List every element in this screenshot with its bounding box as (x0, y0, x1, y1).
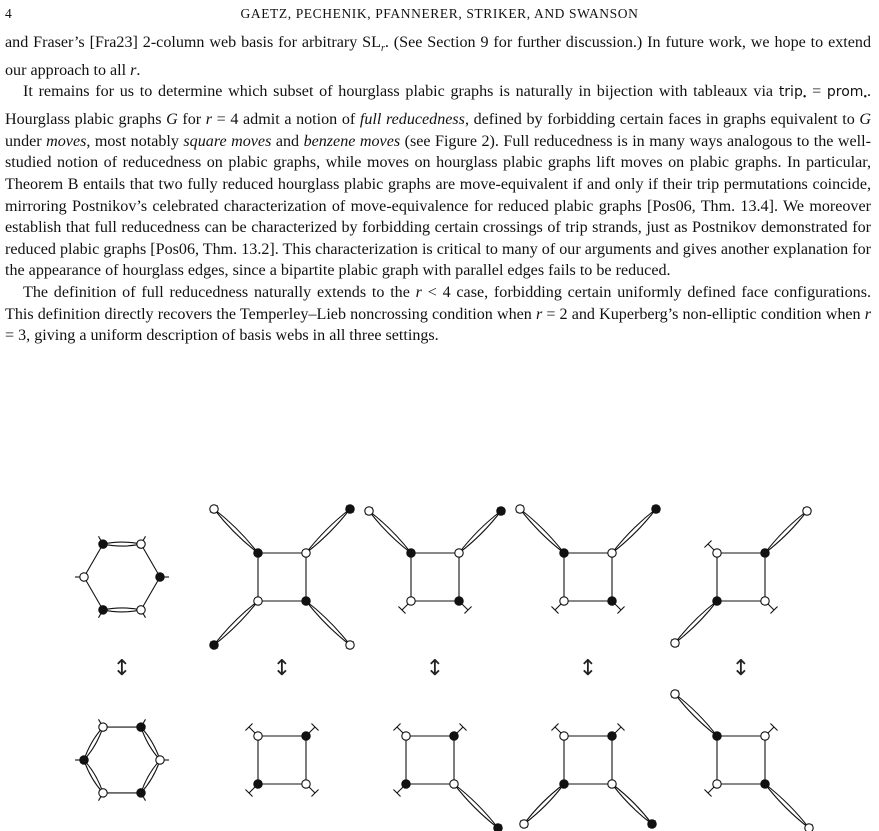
black-vertex (761, 549, 769, 557)
white-vertex (254, 597, 262, 605)
text-run: = (806, 83, 827, 101)
text-run: . (136, 61, 141, 79)
white-vertex (671, 639, 679, 647)
text-run: for (177, 111, 206, 129)
white-vertex (608, 780, 616, 788)
white-vertex (516, 505, 524, 513)
hourglass-edge (306, 601, 350, 645)
hourglass-edge (141, 727, 160, 760)
text-run: r (130, 61, 137, 79)
black-vertex (713, 732, 721, 740)
white-vertex (402, 732, 410, 740)
text-run: (see Figure 2). Full reducedness is in many ways analogous to the well-studied notion of reducedness on plabic graphs, while moves on hourglass plabic graphs lift moves on plabic graphs. In particular, Theorem B entails that two fully reduced hourglass plabic graphs are move-equivalent if and only if their trip permutations coincide, mirroring Postnikov’s celebrated characterization of move-equivalence for reduced plabic graphs [Pos06, Thm. 13.4]. We moreover establish that full reducedness can be characterized by forbidding certain crossings of trip strands, just as Postnikov demonstrated for reduced plabic graphs [Pos06, Thm. 13.2]. This characterization is critical to many of our arguments and gives another explanation for the appearance of hourglass edges, since a bipartite plabic graph with parallel edges fails to be reduced. (5, 132, 871, 280)
white-vertex (805, 824, 813, 831)
white-vertex (407, 597, 415, 605)
text-run: The definition of full reducedness naturally extends to the (23, 283, 416, 301)
white-vertex (137, 540, 145, 548)
black-vertex (407, 549, 415, 557)
black-vertex (450, 732, 458, 740)
white-vertex (80, 573, 88, 581)
hourglass-edge (454, 784, 498, 828)
text-run: prom (826, 84, 864, 101)
black-vertex (137, 723, 145, 731)
hourglass-edge (306, 509, 350, 553)
white-vertex (302, 549, 310, 557)
edge (84, 544, 103, 577)
running-head: GAETZ, PECHENIK, PFANNERER, STRIKER, AND SWANSON (240, 6, 639, 21)
black-vertex (254, 549, 262, 557)
white-vertex (455, 549, 463, 557)
text-run: square moves (183, 132, 272, 150)
hourglass-edge (612, 784, 652, 824)
paragraph-1 (5, 32, 871, 81)
white-vertex (520, 820, 528, 828)
figure-2-moves (60, 485, 820, 831)
text-run: trip (778, 84, 803, 101)
text-run: = 3, giving a uniform description of basis webs in all three settings. (5, 327, 439, 345)
black-vertex (455, 597, 463, 605)
black-vertex (302, 732, 310, 740)
move-arrow-icon: ↕ (578, 656, 598, 681)
white-vertex (254, 732, 262, 740)
page-number: 4 (5, 6, 13, 21)
page-header (5, 6, 874, 26)
hourglass-edge (524, 784, 564, 824)
text-run: , defined by forbidding certain faces in graphs equivalent to (464, 111, 860, 129)
text-run: r (864, 305, 871, 323)
paragraph-3 (5, 282, 871, 347)
hourglass-edge (612, 509, 656, 553)
hourglass-edge (520, 509, 564, 553)
black-vertex (99, 606, 107, 614)
text-run: under (5, 132, 47, 150)
edge (141, 544, 160, 577)
white-vertex (761, 597, 769, 605)
white-vertex (713, 549, 721, 557)
text-run: and Fraser’s [Fra23] 2-column web basis for arbitrary SL (5, 34, 381, 51)
text-run: , most notably (86, 132, 184, 150)
text-run: = 4 admit a notion of (212, 111, 360, 129)
white-vertex (803, 507, 811, 515)
white-vertex (302, 780, 310, 788)
hourglass-edge (141, 760, 160, 793)
edge (141, 577, 160, 610)
hourglass-edge (675, 694, 717, 736)
move-arrow-icon: ↕ (425, 656, 445, 681)
black-vertex (210, 641, 218, 649)
move-arrow-icon: ↕ (272, 656, 292, 681)
black-vertex (648, 820, 656, 828)
black-vertex (560, 780, 568, 788)
move-arrow-icon: ↕ (112, 656, 132, 681)
white-vertex (608, 549, 616, 557)
text-run: r (380, 43, 385, 55)
move-arrow-icon: ↕ (731, 656, 751, 681)
black-vertex (99, 540, 107, 548)
hourglass-edge (765, 784, 809, 828)
text-run: G (166, 111, 178, 129)
text-run: r (415, 283, 422, 301)
black-vertex (560, 549, 568, 557)
hourglass-edge (214, 601, 258, 645)
black-vertex (302, 597, 310, 605)
white-vertex (156, 756, 164, 764)
hourglass-edge (214, 509, 258, 553)
hourglass-edge (369, 511, 411, 553)
black-vertex (137, 789, 145, 797)
text-run: • (863, 92, 867, 104)
text-run: = 2 and Kuperberg’s non-elliptic condition when (542, 305, 865, 323)
black-vertex (761, 780, 769, 788)
figure-graphic (60, 485, 820, 831)
white-vertex (450, 780, 458, 788)
white-vertex (210, 505, 218, 513)
black-vertex (156, 573, 164, 581)
text-run: G (859, 111, 871, 129)
text-run: full reducedness (359, 111, 465, 129)
white-vertex (671, 690, 679, 698)
black-vertex (713, 597, 721, 605)
white-vertex (346, 641, 354, 649)
white-vertex (560, 597, 568, 605)
hourglass-edge (84, 727, 103, 760)
hourglass-edge (84, 760, 103, 793)
text-run: r (535, 305, 543, 323)
body-text (5, 32, 871, 347)
black-vertex (497, 507, 505, 515)
text-run: r (205, 111, 213, 129)
white-vertex (761, 732, 769, 740)
white-vertex (365, 507, 373, 515)
hourglass-edge (459, 511, 501, 553)
text-run: . (See Section 9 for further discussion.) In future work, we hope to extend our approach to all (5, 34, 872, 79)
hourglass-edge (103, 542, 141, 546)
white-vertex (99, 723, 107, 731)
black-vertex (402, 780, 410, 788)
paragraph-2 (5, 81, 871, 282)
black-vertex (80, 756, 88, 764)
text-run: < 4 case, forbidding certain uniformly defined face configurations. This definition directly recovers the Temperley–Lieb noncrossing condition when (5, 283, 871, 323)
white-vertex (99, 789, 107, 797)
white-vertex (713, 780, 721, 788)
hourglass-edge (765, 511, 807, 553)
text-run: It remains for us to determine which subset of hourglass plabic graphs is naturally in bijection with tableaux via (23, 83, 779, 101)
black-vertex (494, 824, 502, 831)
text-run: • (802, 92, 807, 104)
text-run: and (271, 132, 304, 150)
black-vertex (346, 505, 354, 513)
black-vertex (254, 780, 262, 788)
edge (84, 577, 103, 610)
black-vertex (608, 732, 616, 740)
hourglass-edge (103, 608, 141, 612)
white-vertex (137, 606, 145, 614)
hourglass-edge (675, 601, 717, 643)
text-run: . Hourglass plabic graphs (5, 83, 871, 129)
black-vertex (652, 505, 660, 513)
text-run: moves (46, 132, 87, 150)
black-vertex (608, 597, 616, 605)
white-vertex (560, 732, 568, 740)
text-run: benzene moves (303, 132, 401, 150)
